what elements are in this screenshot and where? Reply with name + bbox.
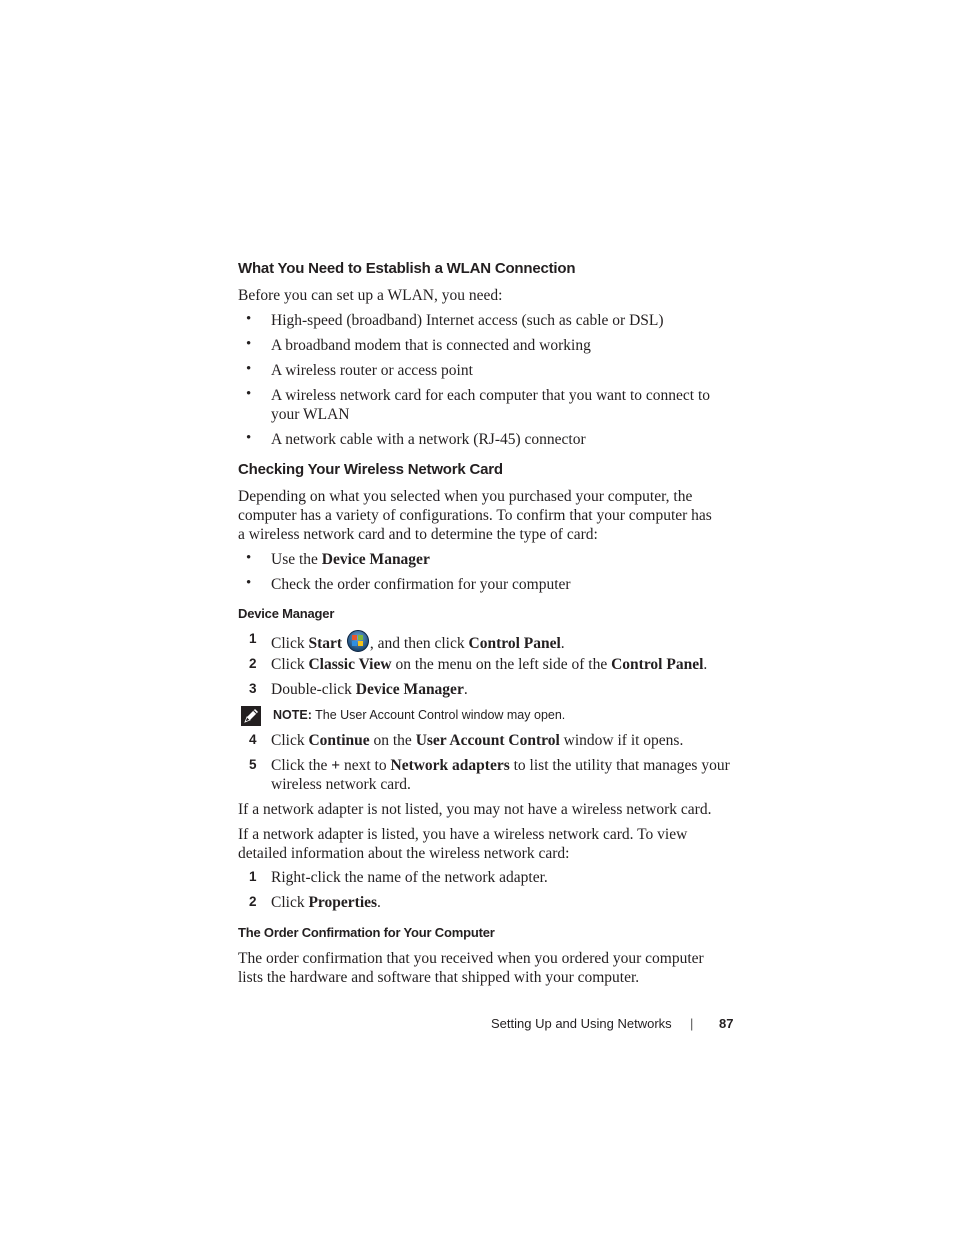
bullet-icon: • — [246, 361, 252, 377]
paragraph-line: The order confirmation that you received when you ordered your computer — [238, 950, 704, 967]
step-text: Double-click Device Manager. — [271, 681, 468, 698]
note-text: NOTE: The User Account Control window may open. — [273, 708, 566, 722]
step-text: Click Classic View on the menu on the left side of the Control Panel. — [271, 656, 708, 673]
footer-separator: | — [690, 1016, 694, 1031]
paragraph-line: computer has a variety of configurations. To confirm that your computer has — [238, 507, 712, 524]
paragraph: If a network adapter is not listed, you may not have a wireless network card. — [238, 801, 712, 818]
bullet-icon: • — [246, 550, 252, 566]
list-item: Use the Device Manager — [271, 551, 430, 568]
device-manager-link-text: Device Manager — [321, 551, 430, 568]
subsection-heading-device-manager: Device Manager — [238, 606, 335, 621]
list-item: A wireless router or access point — [271, 362, 473, 379]
list-item: Check the order confirmation for your computer — [271, 576, 571, 593]
step-number: 5 — [249, 757, 257, 772]
footer-section-title: Setting Up and Using Networks — [491, 1016, 672, 1031]
step-text: Click Continue on the User Account Control window if it opens. — [271, 732, 684, 749]
page-number: 87 — [719, 1016, 734, 1031]
paragraph-line: lists the hardware and software that shipped with your computer. — [238, 969, 640, 986]
section-heading-checking: Checking Your Wireless Network Card — [238, 461, 503, 478]
step-number: 2 — [249, 656, 257, 671]
bullet-icon: • — [246, 575, 252, 591]
step-text-continuation: wireless network card. — [271, 776, 411, 793]
step-text: Click Properties. — [271, 894, 381, 911]
paragraph-line: detailed information about the wireless network card: — [238, 845, 570, 862]
step-number: 2 — [249, 894, 257, 909]
list-item: A network cable with a network (RJ-45) connector — [271, 431, 586, 448]
step-number: 1 — [249, 631, 257, 646]
step-text: Click Start , and then click Control Panel. — [271, 630, 565, 653]
list-item: A broadband modem that is connected and working — [271, 337, 591, 354]
bullet-icon: • — [246, 430, 252, 446]
section-heading-wlan: What You Need to Establish a WLAN Connection — [238, 260, 576, 277]
list-item-continuation: your WLAN — [271, 406, 350, 423]
note-label: NOTE: — [273, 708, 312, 722]
paragraph-line: Depending on what you selected when you purchased your computer, the — [238, 488, 693, 505]
list-item: A wireless network card for each computer that you want to connect to — [271, 387, 711, 404]
step-number: 4 — [249, 732, 257, 747]
step-number: 3 — [249, 681, 257, 696]
note-pencil-icon — [240, 705, 262, 727]
step-number: 1 — [249, 869, 257, 884]
subsection-heading-order-confirmation: The Order Confirmation for Your Computer — [238, 925, 495, 940]
bullet-icon: • — [246, 336, 252, 352]
step-text: Click the + next to Network adapters to list the utility that manages your — [271, 757, 730, 774]
windows-start-icon — [347, 630, 369, 652]
list-item: High-speed (broadband) Internet access (such as cable or DSL) — [271, 312, 664, 329]
bullet-icon: • — [246, 386, 252, 402]
bullet-icon: • — [246, 311, 252, 327]
paragraph-line: a wireless network card and to determine the type of card: — [238, 526, 598, 543]
intro-text: Before you can set up a WLAN, you need: — [238, 287, 503, 304]
step-text: Right-click the name of the network adapter. — [271, 869, 548, 886]
paragraph-line: If a network adapter is listed, you have a wireless network card. To view — [238, 826, 688, 843]
